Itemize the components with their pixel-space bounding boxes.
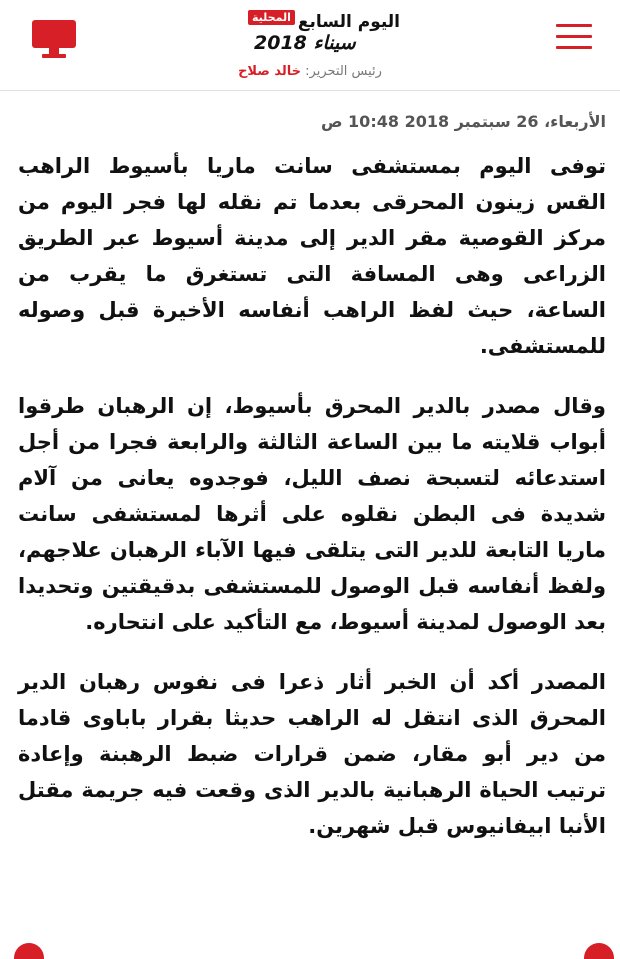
site-logo[interactable] xyxy=(240,8,400,58)
editor-in-chief xyxy=(0,64,620,79)
desktop-icon[interactable] xyxy=(30,18,78,60)
logo-region: سيناء xyxy=(313,32,356,54)
logo-badge: المحلية xyxy=(248,10,295,25)
floating-share-button-left[interactable] xyxy=(14,943,44,959)
article xyxy=(0,90,620,959)
desktop-icon-graphic xyxy=(30,18,78,60)
editor-label: رئيس التحرير: xyxy=(305,64,382,79)
article-paragraph-1: توفى اليوم بمستشفى سانت ماريا بأسيوط الراهب القس زينون المحرقى بعدما تم نقله لها فجر اليوم من مركز القوصية مقر الدير إلى مدينة أسيوط عبر الطريق الزراعى وهى المسافة التى تستغرق ما يقرب من الساعة، حيث لفظ الراهب أنفاسه الأخيرة قبل وصوله للمستشفى. xyxy=(18,154,606,358)
logo-title: اليوم السابع xyxy=(297,12,400,32)
article-paragraph-2: وقال مصدر بالدير المحرق بأسيوط، إن الرهبان طرقوا أبواب قلايته ما بين الساعة الثالثة والرابعة فجرا من أجل استدعائه لتسبحة نصف الليل، فوجدوه يعانى من آلام شديدة فى البطن نقلوه على أثرها لمستشفى سانت ماريا التابعة للدير التى يتلقى فيها الآباء الرهبان علاجهم، ولفظ أنفاسه قبل الوصول للمستشفى بدقيقتين وتحديدا بعد الوصول لمدينة أسيوط، مع التأكيد على انتحاره. xyxy=(18,394,606,634)
site-header xyxy=(0,0,620,91)
article-date: الأربعاء، 26 سبتمبر 2018 10:48 ص xyxy=(320,112,606,131)
logo-region-line xyxy=(250,32,356,54)
article-paragraph-3: المصدر أكد أن الخبر أثار ذعرا فى نفوس رهبان الدير المحرق الذى انتقل له الراهب حديثا بقرار باباوى قادما من دير أبو مقار، ضمن قرارات ضبط الرهبنة وإعادة ترتيب الحياة الرهبانية بالدير الذى وقعت فيه جريمة مقتل الأنبا ابيفانيوس قبل شهرين. xyxy=(18,670,606,838)
hamburger-menu-icon[interactable] xyxy=(554,22,594,52)
editor-name-link[interactable]: خالد صلاح xyxy=(238,64,302,79)
logo-year: 2018 xyxy=(254,32,307,54)
article-body xyxy=(18,148,606,868)
floating-share-button-right[interactable] xyxy=(584,943,614,959)
hamburger-menu-graphic xyxy=(554,22,594,52)
